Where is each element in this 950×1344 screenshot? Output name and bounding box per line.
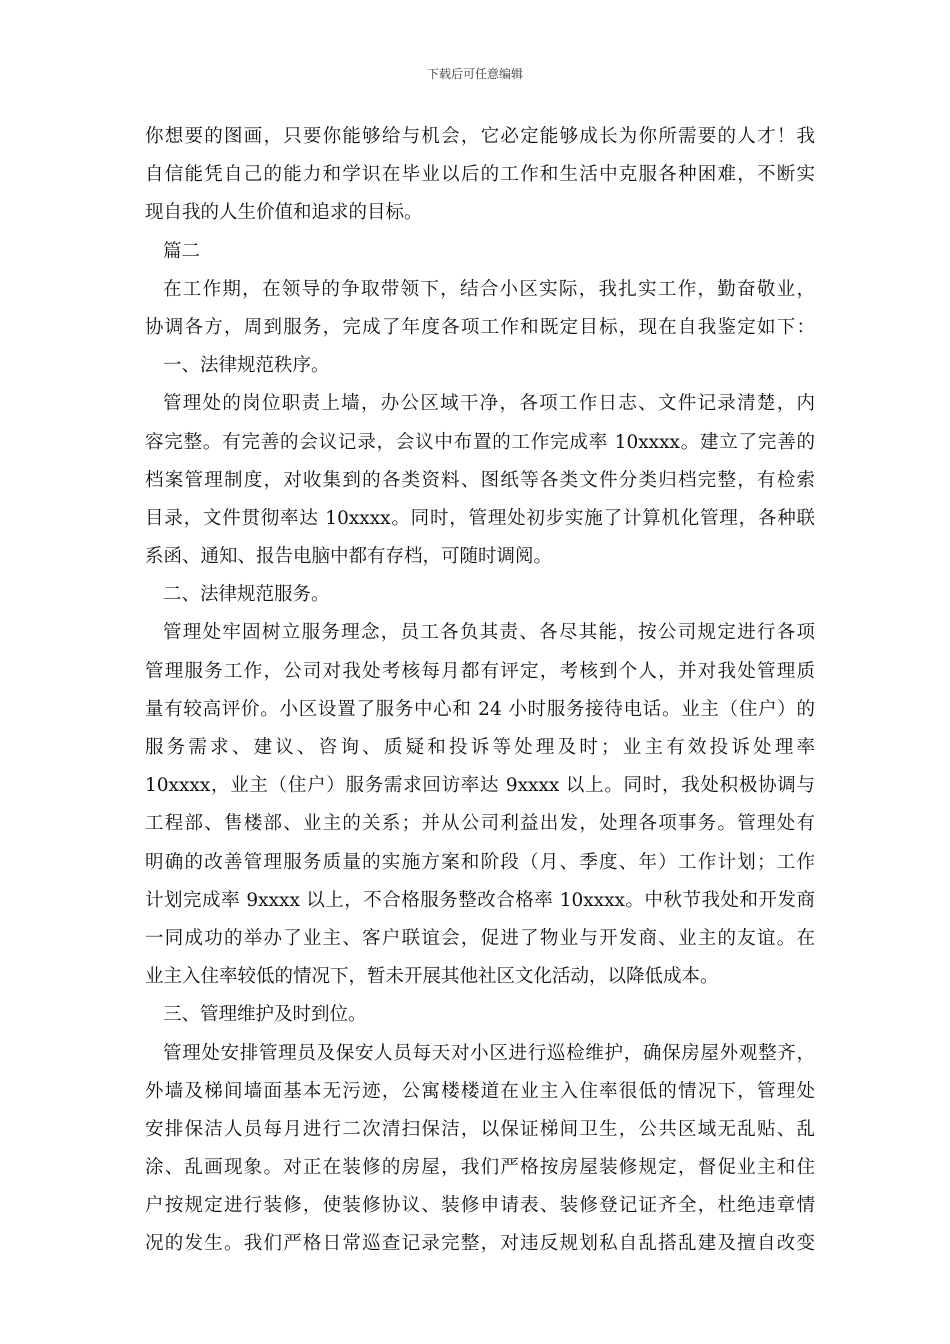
text-line: 自信能凭自己的能力和学识在毕业以后的工作和生活中克服各种困难，不断实 xyxy=(145,164,815,186)
document-body xyxy=(145,118,815,1264)
text-line: 容完整。有完善的会议记录，会议中布置的工作完成率 10xxxx。建立了完善的 xyxy=(145,431,815,453)
text-line: 服务需求、建议、咨询、质疑和投诉等处理及时；业主有效投诉处理率 xyxy=(145,737,815,758)
text-line: 管理处牢固树立服务理念，员工各负其责、各尽其能，按公司规定进行各项 xyxy=(163,622,815,644)
text-line: 涂、乱画现象。对正在装修的房屋，我们严格按房屋装修规定，督促业主和住 xyxy=(145,1157,815,1179)
text-line: 一同成功的举办了业主、客户联谊会，促进了物业与开发商、业主的友谊。在 xyxy=(145,927,815,949)
text-line: 户按规定进行装修，使装修协议、装修申请表、装修登记证齐全，杜绝违章情 xyxy=(145,1195,815,1217)
text-line: 10xxxx，业主（住户）服务需求回访率达 9xxxx 以上。同时，我处积极协调与 xyxy=(145,775,815,797)
page-header-note: 下载后可任意编辑 xyxy=(426,67,523,81)
text-line: 量有较高评价。小区设置了服务中心和 24 小时服务接待电话。业主（住户）的 xyxy=(145,698,815,720)
text-line: 业主入住率较低的情况下，暂未开展其他社区文化活动，以降低成本。 xyxy=(145,966,719,988)
text-line: 档案管理制度，对收集到的各类资料、图纸等各类文件分类归档完整，有检索 xyxy=(145,469,815,491)
text-line: 安排保洁人员每月进行二次清扫保洁，以保证梯间卫生，公共区域无乱贴、乱 xyxy=(145,1118,815,1140)
text-line: 篇二 xyxy=(163,240,201,262)
text-line: 管理服务工作，公司对我处考核每月都有评定，考核到个人，并对我处管理质 xyxy=(145,660,815,682)
text-line: 二、法律规范服务。 xyxy=(163,584,330,606)
text-line: 计划完成率 9xxxx 以上，不合格服务整改合格率 10xxxx。中秋节我处和开发商 xyxy=(145,889,815,911)
text-line: 外墙及梯间墙面基本无污迹，公寓楼楼道在业主入住率很低的情况下，管理处 xyxy=(145,1080,815,1102)
text-line: 系函、通知、报告电脑中都有存档，可随时调阅。 xyxy=(145,546,553,568)
text-line: 协调各方，周到服务，完成了年度各项工作和既定目标，现在自我鉴定如下： xyxy=(145,316,815,338)
text-line: 管理处的岗位职责上墙，办公区域干净，各项工作日志、文件记录清楚，内 xyxy=(163,393,815,415)
text-line: 工程部、售楼部、业主的关系；并从公司利益出发，处理各项事务。管理处有 xyxy=(145,813,815,835)
text-line: 管理处安排管理员及保安人员每天对小区进行巡检维护，确保房屋外观整齐， xyxy=(163,1042,815,1064)
text-line: 三、管理维护及时到位。 xyxy=(163,1004,367,1026)
text-line: 现自我的人生价值和追求的目标。 xyxy=(145,202,423,224)
text-line: 明确的改善管理服务质量的实施方案和阶段（月、季度、年）工作计划；工作 xyxy=(145,851,815,873)
text-line: 目录，文件贯彻率达 10xxxx。同时，管理处初步实施了计算机化管理，各种联 xyxy=(145,507,815,529)
text-line: 况的发生。我们严格日常巡查记录完整，对违反规划私自乱搭乱建及擅自改变 xyxy=(145,1233,815,1255)
text-line: 在工作期，在领导的争取带领下，结合小区实际，我扎实工作，勤奋敬业， xyxy=(163,278,815,300)
text-line: 你想要的图画，只要你能够给与机会，它必定能够成长为你所需要的人才！我 xyxy=(145,126,815,147)
text-line: 一、法律规范秩序。 xyxy=(163,355,330,377)
